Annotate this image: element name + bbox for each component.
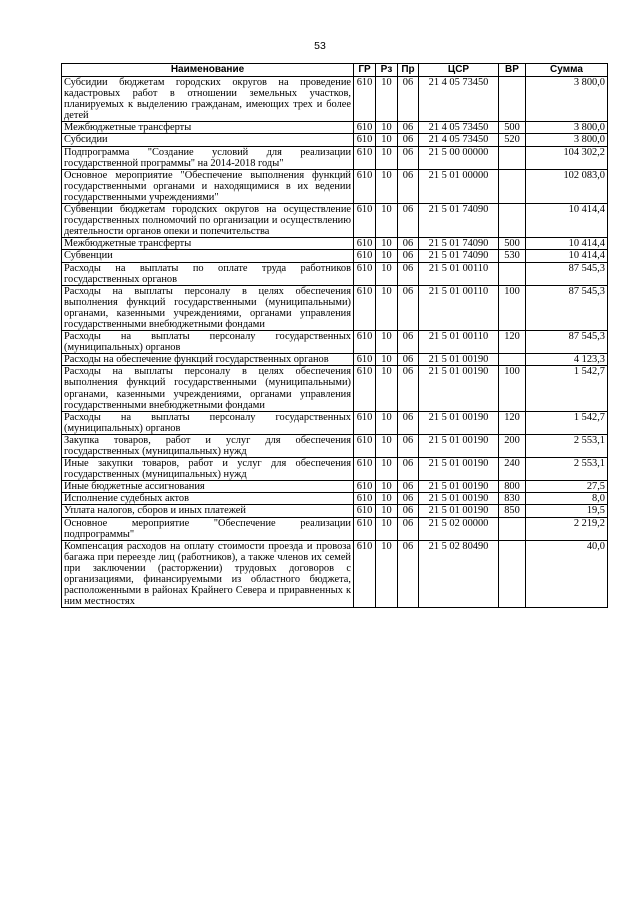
cell-sum: 1 542,7 <box>526 366 608 411</box>
table-row <box>62 366 608 411</box>
cell-csr: 21 5 01 00000 <box>419 169 499 203</box>
cell-vr: 520 <box>499 134 526 146</box>
cell-sum: 3 800,0 <box>526 134 608 146</box>
header-name: Наименование <box>62 64 354 77</box>
cell-sum: 87 545,3 <box>526 262 608 285</box>
cell-gr: 610 <box>354 505 376 517</box>
table-row <box>62 540 608 608</box>
cell-name: Расходы на выплаты персоналу в целях обеспечения выполнения функций государственными (муниципальными) органами, казенными учреждениями, органами управления государственными внебюджетными фондами <box>62 285 354 330</box>
cell-rz: 10 <box>376 262 398 285</box>
cell-gr: 610 <box>354 122 376 134</box>
table-row <box>62 458 608 481</box>
page-number: 53 <box>314 40 326 52</box>
cell-sum: 10 414,4 <box>526 204 608 238</box>
table-row <box>62 331 608 354</box>
cell-sum: 8,0 <box>526 493 608 505</box>
cell-csr: 21 5 02 80490 <box>419 540 499 608</box>
cell-sum: 102 083,0 <box>526 169 608 203</box>
cell-sum: 87 545,3 <box>526 331 608 354</box>
table-row <box>62 481 608 493</box>
cell-csr: 21 5 01 74090 <box>419 204 499 238</box>
cell-pr: 06 <box>398 481 419 493</box>
cell-csr: 21 5 01 74090 <box>419 238 499 250</box>
cell-csr: 21 5 01 00190 <box>419 411 499 434</box>
cell-pr: 06 <box>398 354 419 366</box>
cell-vr <box>499 517 526 540</box>
cell-gr: 610 <box>354 434 376 457</box>
cell-rz: 10 <box>376 505 398 517</box>
cell-vr <box>499 77 526 122</box>
cell-sum: 10 414,4 <box>526 238 608 250</box>
table-row <box>62 169 608 203</box>
cell-gr: 610 <box>354 481 376 493</box>
cell-sum: 2 553,1 <box>526 458 608 481</box>
table-row <box>62 354 608 366</box>
cell-pr: 06 <box>398 169 419 203</box>
cell-vr: 100 <box>499 285 526 330</box>
table-row <box>62 122 608 134</box>
cell-rz: 10 <box>376 204 398 238</box>
cell-name: Расходы на обеспечение функций государственных органов <box>62 354 354 366</box>
table-header-row <box>62 64 608 77</box>
cell-rz: 10 <box>376 285 398 330</box>
cell-sum: 2 219,2 <box>526 517 608 540</box>
cell-vr <box>499 146 526 169</box>
header-pr: Пр <box>398 64 419 77</box>
header-sum: Сумма <box>526 64 608 77</box>
cell-rz: 10 <box>376 366 398 411</box>
cell-name: Межбюджетные трансферты <box>62 238 354 250</box>
cell-pr: 06 <box>398 505 419 517</box>
cell-vr: 500 <box>499 238 526 250</box>
cell-vr <box>499 204 526 238</box>
cell-rz: 10 <box>376 354 398 366</box>
table-row <box>62 493 608 505</box>
cell-csr: 21 5 01 00190 <box>419 458 499 481</box>
cell-name: Расходы на выплаты персоналу государственных (муниципальных) органов <box>62 331 354 354</box>
cell-csr: 21 5 01 74090 <box>419 250 499 262</box>
cell-csr: 21 4 05 73450 <box>419 134 499 146</box>
cell-pr: 06 <box>398 411 419 434</box>
cell-gr: 610 <box>354 169 376 203</box>
table-row <box>62 517 608 540</box>
cell-pr: 06 <box>398 493 419 505</box>
cell-rz: 10 <box>376 331 398 354</box>
cell-gr: 610 <box>354 250 376 262</box>
cell-gr: 610 <box>354 77 376 122</box>
cell-name: Расходы на выплаты по оплате труда работников государственных органов <box>62 262 354 285</box>
cell-name: Иные бюджетные ассигнования <box>62 481 354 493</box>
cell-gr: 610 <box>354 146 376 169</box>
cell-gr: 610 <box>354 458 376 481</box>
cell-sum: 27,5 <box>526 481 608 493</box>
cell-rz: 10 <box>376 122 398 134</box>
cell-sum: 1 542,7 <box>526 411 608 434</box>
table-row <box>62 250 608 262</box>
cell-rz: 10 <box>376 250 398 262</box>
cell-vr: 100 <box>499 366 526 411</box>
header-rz: Рз <box>376 64 398 77</box>
cell-rz: 10 <box>376 146 398 169</box>
cell-pr: 06 <box>398 434 419 457</box>
cell-name: Расходы на выплаты персоналу государственных (муниципальных) органов <box>62 411 354 434</box>
table-row <box>62 285 608 330</box>
cell-vr: 850 <box>499 505 526 517</box>
cell-sum: 87 545,3 <box>526 285 608 330</box>
cell-name: Расходы на выплаты персоналу в целях обеспечения выполнения функций государственными (муниципальными) органами, казенными учреждениями, органами управления государственными внебюджетными фондами <box>62 366 354 411</box>
table-row <box>62 411 608 434</box>
cell-gr: 610 <box>354 540 376 608</box>
cell-gr: 610 <box>354 517 376 540</box>
cell-name: Субсидии бюджетам городских округов на проведение кадастровых работ в отношении земельных участков, планируемых к выделению гражданам, имеющих трех и более детей <box>62 77 354 122</box>
cell-rz: 10 <box>376 238 398 250</box>
cell-pr: 06 <box>398 331 419 354</box>
cell-csr: 21 4 05 73450 <box>419 77 499 122</box>
cell-rz: 10 <box>376 493 398 505</box>
cell-name: Иные закупки товаров, работ и услуг для обеспечения государственных (муниципальных) нужд <box>62 458 354 481</box>
cell-vr <box>499 354 526 366</box>
cell-pr: 06 <box>398 146 419 169</box>
cell-pr: 06 <box>398 540 419 608</box>
cell-vr <box>499 169 526 203</box>
table-row <box>62 204 608 238</box>
cell-pr: 06 <box>398 262 419 285</box>
cell-rz: 10 <box>376 434 398 457</box>
cell-name: Подпрограмма "Создание условий для реализации государственной программы" на 2014-2018 годы" <box>62 146 354 169</box>
cell-csr: 21 5 01 00190 <box>419 366 499 411</box>
cell-name: Компенсация расходов на оплату стоимости проезда и провоза багажа при переезде лиц (работников), а также членов их семей при заключении (расторжении) трудовых договоров с организациями, финансируемыми из областного бюджета, расположенными в районах Крайнего Севера и приравненных к ним местностях <box>62 540 354 608</box>
cell-vr: 830 <box>499 493 526 505</box>
cell-rz: 10 <box>376 134 398 146</box>
cell-gr: 610 <box>354 366 376 411</box>
cell-vr: 530 <box>499 250 526 262</box>
cell-name: Субвенции бюджетам городских округов на осуществление государственных полномочий по организации и осуществлению деятельности органов опеки и попечительства <box>62 204 354 238</box>
cell-gr: 610 <box>354 204 376 238</box>
table-row <box>62 146 608 169</box>
cell-csr: 21 5 02 00000 <box>419 517 499 540</box>
cell-rz: 10 <box>376 169 398 203</box>
cell-rz: 10 <box>376 458 398 481</box>
cell-pr: 06 <box>398 458 419 481</box>
cell-vr <box>499 540 526 608</box>
cell-gr: 610 <box>354 262 376 285</box>
cell-gr: 610 <box>354 331 376 354</box>
table-row <box>62 134 608 146</box>
cell-pr: 06 <box>398 238 419 250</box>
cell-csr: 21 5 01 00190 <box>419 493 499 505</box>
header-gr: ГР <box>354 64 376 77</box>
cell-sum: 40,0 <box>526 540 608 608</box>
budget-table <box>61 63 608 608</box>
cell-csr: 21 5 01 00190 <box>419 481 499 493</box>
cell-name: Уплата налогов, сборов и иных платежей <box>62 505 354 517</box>
cell-name: Закупка товаров, работ и услуг для обеспечения государственных (муниципальных) нужд <box>62 434 354 457</box>
cell-csr: 21 5 01 00110 <box>419 285 499 330</box>
cell-vr: 800 <box>499 481 526 493</box>
cell-csr: 21 5 01 00190 <box>419 354 499 366</box>
table-row <box>62 505 608 517</box>
table-row <box>62 238 608 250</box>
cell-gr: 610 <box>354 411 376 434</box>
table-row <box>62 434 608 457</box>
cell-csr: 21 4 05 73450 <box>419 122 499 134</box>
cell-csr: 21 5 01 00190 <box>419 434 499 457</box>
cell-csr: 21 5 01 00190 <box>419 505 499 517</box>
cell-gr: 610 <box>354 354 376 366</box>
cell-vr: 500 <box>499 122 526 134</box>
header-csr: ЦСР <box>419 64 499 77</box>
table-row <box>62 77 608 122</box>
table-body <box>62 77 608 608</box>
cell-name: Основное мероприятие "Обеспечение выполнения функций государственными органами и находящимися в их ведении государственными учреждениями" <box>62 169 354 203</box>
cell-pr: 06 <box>398 366 419 411</box>
cell-gr: 610 <box>354 493 376 505</box>
cell-csr: 21 5 01 00110 <box>419 331 499 354</box>
cell-rz: 10 <box>376 540 398 608</box>
cell-pr: 06 <box>398 204 419 238</box>
cell-sum: 3 800,0 <box>526 122 608 134</box>
cell-gr: 610 <box>354 238 376 250</box>
cell-sum: 104 302,2 <box>526 146 608 169</box>
cell-sum: 3 800,0 <box>526 77 608 122</box>
cell-pr: 06 <box>398 517 419 540</box>
cell-sum: 10 414,4 <box>526 250 608 262</box>
cell-sum: 2 553,1 <box>526 434 608 457</box>
cell-name: Исполнение судебных актов <box>62 493 354 505</box>
cell-vr: 120 <box>499 331 526 354</box>
cell-rz: 10 <box>376 481 398 493</box>
cell-pr: 06 <box>398 134 419 146</box>
cell-pr: 06 <box>398 77 419 122</box>
cell-vr: 200 <box>499 434 526 457</box>
table-row <box>62 262 608 285</box>
cell-vr: 120 <box>499 411 526 434</box>
cell-gr: 610 <box>354 134 376 146</box>
cell-pr: 06 <box>398 122 419 134</box>
cell-gr: 610 <box>354 285 376 330</box>
cell-pr: 06 <box>398 285 419 330</box>
cell-rz: 10 <box>376 517 398 540</box>
cell-name: Основное мероприятие "Обеспечение реализации подпрограммы" <box>62 517 354 540</box>
cell-sum: 19,5 <box>526 505 608 517</box>
cell-csr: 21 5 00 00000 <box>419 146 499 169</box>
cell-name: Межбюджетные трансферты <box>62 122 354 134</box>
cell-vr <box>499 262 526 285</box>
cell-pr: 06 <box>398 250 419 262</box>
cell-name: Субвенции <box>62 250 354 262</box>
cell-rz: 10 <box>376 77 398 122</box>
header-vr: ВР <box>499 64 526 77</box>
cell-csr: 21 5 01 00110 <box>419 262 499 285</box>
cell-rz: 10 <box>376 411 398 434</box>
cell-name: Субсидии <box>62 134 354 146</box>
cell-sum: 4 123,3 <box>526 354 608 366</box>
cell-vr: 240 <box>499 458 526 481</box>
